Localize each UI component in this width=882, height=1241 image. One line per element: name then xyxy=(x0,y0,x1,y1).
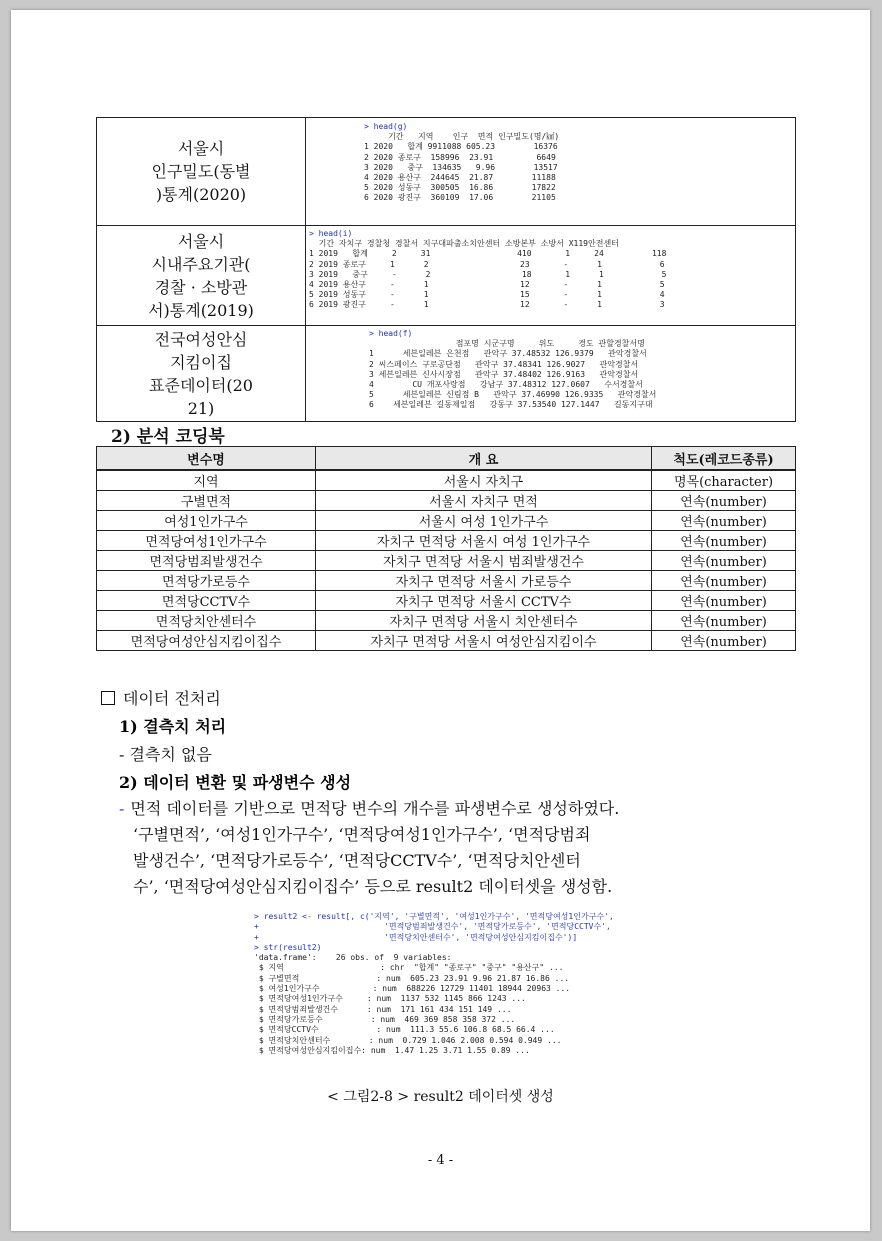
column-header: 개 요 xyxy=(316,447,652,471)
cell-scale: 연속(number) xyxy=(652,571,796,591)
console-line: 1 세븐일레븐 은천점 관악구 37.48532 126.9379 관악경찰서 xyxy=(369,349,647,359)
cell-variable: 지역 xyxy=(97,470,316,491)
console-line: 3 2020 중구 134635 9.96 13517 xyxy=(364,162,558,172)
paragraph-line: 수’, ‘면적당여성안심지킴이집수’ 등으로 result2 데이터셋을 생성함. xyxy=(133,877,613,896)
cell-summary: 자치구 면적당 서울시 범죄발생건수 xyxy=(316,551,652,571)
document-page xyxy=(11,10,870,1231)
console-line: 5 2019 성동구 - 1 15 - 1 4 xyxy=(309,290,665,300)
cell-summary: 자치구 면적당 서울시 여성안심지킴이수 xyxy=(316,631,652,651)
console-line: 'data.frame': 26 obs. of 9 variables: xyxy=(254,953,452,963)
console-line: $ 여성1인가구수 : num 688226 12729 11401 18944 20963 ... xyxy=(258,984,571,994)
table-row xyxy=(97,491,796,511)
preprocess-heading xyxy=(101,686,221,709)
console-text xyxy=(309,229,666,311)
console-line: $ 면적당가로등수 : num 469 369 858 358 372 ... xyxy=(258,1014,516,1024)
console-line: 2 2020 종로구 158996 23.91 6649 xyxy=(364,152,556,162)
line-text: 면적 데이터를 기반으로 면적당 변수의 개수를 파생변수로 생성하였다. xyxy=(130,799,620,818)
console-line: > str(result2) xyxy=(254,942,322,952)
cell-variable: 면적당가로등수 xyxy=(97,571,316,591)
section-title-codebook: 2) 분석 코딩북 xyxy=(111,427,225,447)
console-line: 4 2019 용산구 - 1 12 - 1 5 xyxy=(309,280,665,290)
console-line: > result2 <- result[, c('지역', '구별면적', '여성1인가구수', '면적당여성1인가구수', xyxy=(254,912,614,921)
console-line: 기간 지역 인구 면적 인구밀도(명/㎢) xyxy=(388,132,560,142)
source-row-safe-house xyxy=(97,326,796,422)
console-line: 점포명 시군구명 위도 경도 관할경찰서명 xyxy=(455,339,645,349)
console-line: 2 2019 종로구 1 2 23 - 1 6 xyxy=(309,259,665,269)
missing-values-title: 1) 결측치 처리 xyxy=(119,717,227,736)
console-line: $ 구별면적 : num 605.23 23.91 9.96 21.87 16.86 ... xyxy=(258,973,570,983)
cell-summary: 자치구 면적당 서울시 CCTV수 xyxy=(316,591,652,611)
cell-summary: 서울시 자치구 xyxy=(316,470,652,491)
console-line: 5 세븐일레븐 신림점 B 관악구 37.46990 126.9335 관악경찰서 xyxy=(369,390,657,400)
console-line: 3 세븐일레븐 신사시장점 관악구 37.48402 126.9163 관악경찰서 xyxy=(369,369,639,379)
missing-values-desc: - 결측치 없음 xyxy=(119,745,212,764)
console-line: 6 세븐일레븐 길동제일점 강동구 37.53540 127.1447 길동지구대 xyxy=(369,400,653,410)
console-line: 2 씨스페이스 구로공단점 관악구 37.48341 126.9027 관악경찰서 xyxy=(369,359,639,369)
console-line: $ 면적당치안센터수 : num 0.729 1.046 2.008 0.594 0.949 ... xyxy=(258,1035,562,1045)
console-line: 5 2020 성동구 300505 16.86 17822 xyxy=(364,183,556,193)
result2-console xyxy=(254,912,614,1056)
console-line: $ 면적당여성안심지킴이집수: num 1.47 1.25 3.71 1.55 0.89 ... xyxy=(254,1045,530,1055)
table-row xyxy=(97,631,796,651)
checkbox-square-icon xyxy=(101,691,115,705)
cell-scale: 연속(number) xyxy=(652,591,796,611)
cell-scale: 연속(number) xyxy=(652,611,796,631)
console-line: $ 지역 : chr "합계" "종로구" "중구" "용산구" ... xyxy=(258,963,564,973)
console-line: 4 CU 개포사랑점 강남구 37.48312 127.0607 수서경찰서 xyxy=(369,380,643,390)
console-output xyxy=(306,118,796,226)
figure-caption: < 그림2-8 > result2 데이터셋 생성 xyxy=(327,1089,554,1105)
source-label: 전국여성안심 지킴이집 표준데이터(20 21) xyxy=(97,326,306,422)
source-label: 서울시 시내주요기관( 경찰 · 소방관 서)통계(2019) xyxy=(97,226,306,326)
console-text xyxy=(369,329,656,411)
console-line: 기간 자치구 경찰청 경찰서 지구대파출소치안센터 소방본부 소방서 X119안전센터 xyxy=(318,239,619,249)
console-line: 6 2019 광진구 - 1 12 - 1 3 xyxy=(309,300,665,310)
cell-scale: 연속(number) xyxy=(652,531,796,551)
console-text xyxy=(364,122,559,204)
console-line: > head(g) xyxy=(364,122,408,131)
console-line: 3 2019 중구 - 2 18 1 1 5 xyxy=(309,269,667,279)
table-row xyxy=(97,470,796,491)
console-line: $ 면적당CCTV수 : num 111.3 55.6 106.8 68.5 66.4 ... xyxy=(258,1025,555,1035)
transform-paragraph xyxy=(119,796,801,900)
console-line: $ 면적당범죄발생건수 : num 171 161 434 151 149 ... xyxy=(258,1004,512,1014)
cell-scale: 연속(number) xyxy=(652,631,796,651)
console-line: 4 2020 용산구 244645 21.87 11188 xyxy=(364,173,556,183)
codebook-table xyxy=(96,446,796,651)
table-header-row xyxy=(97,447,796,471)
cell-variable: 여성1인가구수 xyxy=(97,511,316,531)
console-line: 1 2019 합계 2 31 410 1 24 118 xyxy=(309,249,667,259)
console-line: + '면적당치안센터수', '면적당여성안심지킴이집수')] xyxy=(254,932,578,942)
table-row xyxy=(97,511,796,531)
cell-summary: 자치구 면적당 서울시 여성 1인가구수 xyxy=(316,531,652,551)
table-row xyxy=(97,591,796,611)
transform-title: 2) 데이터 변환 및 파생변수 생성 xyxy=(119,773,352,792)
source-row-population-density xyxy=(97,118,796,226)
cell-scale: 연속(number) xyxy=(652,491,796,511)
console-line: > head(i) xyxy=(309,229,353,238)
console-line: 1 2020 합계 9911088 605.23 16376 xyxy=(364,142,558,152)
source-row-police-fire xyxy=(97,226,796,326)
source-label: 서울시 인구밀도(동별 )통계(2020) xyxy=(97,118,306,226)
console-line: 6 2020 광진구 360109 17.06 21105 xyxy=(364,193,556,203)
table-row xyxy=(97,611,796,631)
table-row xyxy=(97,571,796,591)
cell-variable: 면적당치안센터수 xyxy=(97,611,316,631)
cell-variable: 면적당여성1인가구수 xyxy=(97,531,316,551)
cell-variable: 면적당여성안심지킴이집수 xyxy=(97,631,316,651)
cell-summary: 서울시 여성 1인가구수 xyxy=(316,511,652,531)
paragraph-line xyxy=(119,796,801,822)
cell-scale: 연속(number) xyxy=(652,551,796,571)
cell-summary: 자치구 면적당 서울시 치안센터수 xyxy=(316,611,652,631)
preprocess-title: 데이터 전처리 xyxy=(123,689,221,708)
console-output xyxy=(306,326,796,422)
column-header: 변수명 xyxy=(97,447,316,471)
cell-summary: 자치구 면적당 서울시 가로등수 xyxy=(316,571,652,591)
cell-scale: 연속(number) xyxy=(652,511,796,531)
table-row xyxy=(97,551,796,571)
cell-summary: 서울시 자치구 면적 xyxy=(316,491,652,511)
page-number: - 4 - xyxy=(427,1153,454,1168)
paragraph-line: 발생건수’, ‘면적당가로등수’, ‘면적당CCTV수’, ‘면적당치안센터 xyxy=(133,851,581,870)
cell-scale: 명목(character) xyxy=(652,470,796,491)
paragraph-line: ‘구별면적’, ‘여성1인가구수’, ‘면적당여성1인가구수’, ‘면적당범죄 xyxy=(133,825,591,844)
cell-variable: 구별면적 xyxy=(97,491,316,511)
console-line: $ 면적당여성1인가구수 : num 1137 532 1145 866 1243 ... xyxy=(258,994,526,1004)
table-row xyxy=(97,531,796,551)
column-header: 척도(레코드종류) xyxy=(652,447,796,471)
cell-variable: 면적당CCTV수 xyxy=(97,591,316,611)
console-line: > head(f) xyxy=(369,329,413,338)
data-source-table xyxy=(96,117,796,422)
cell-variable: 면적당범죄발생건수 xyxy=(97,551,316,571)
console-line: + '면적당범죄발생건수', '면적당가로등수', '면적당CCTV수', xyxy=(254,922,611,932)
console-output xyxy=(306,226,796,326)
bullet-dash: - xyxy=(119,799,125,818)
